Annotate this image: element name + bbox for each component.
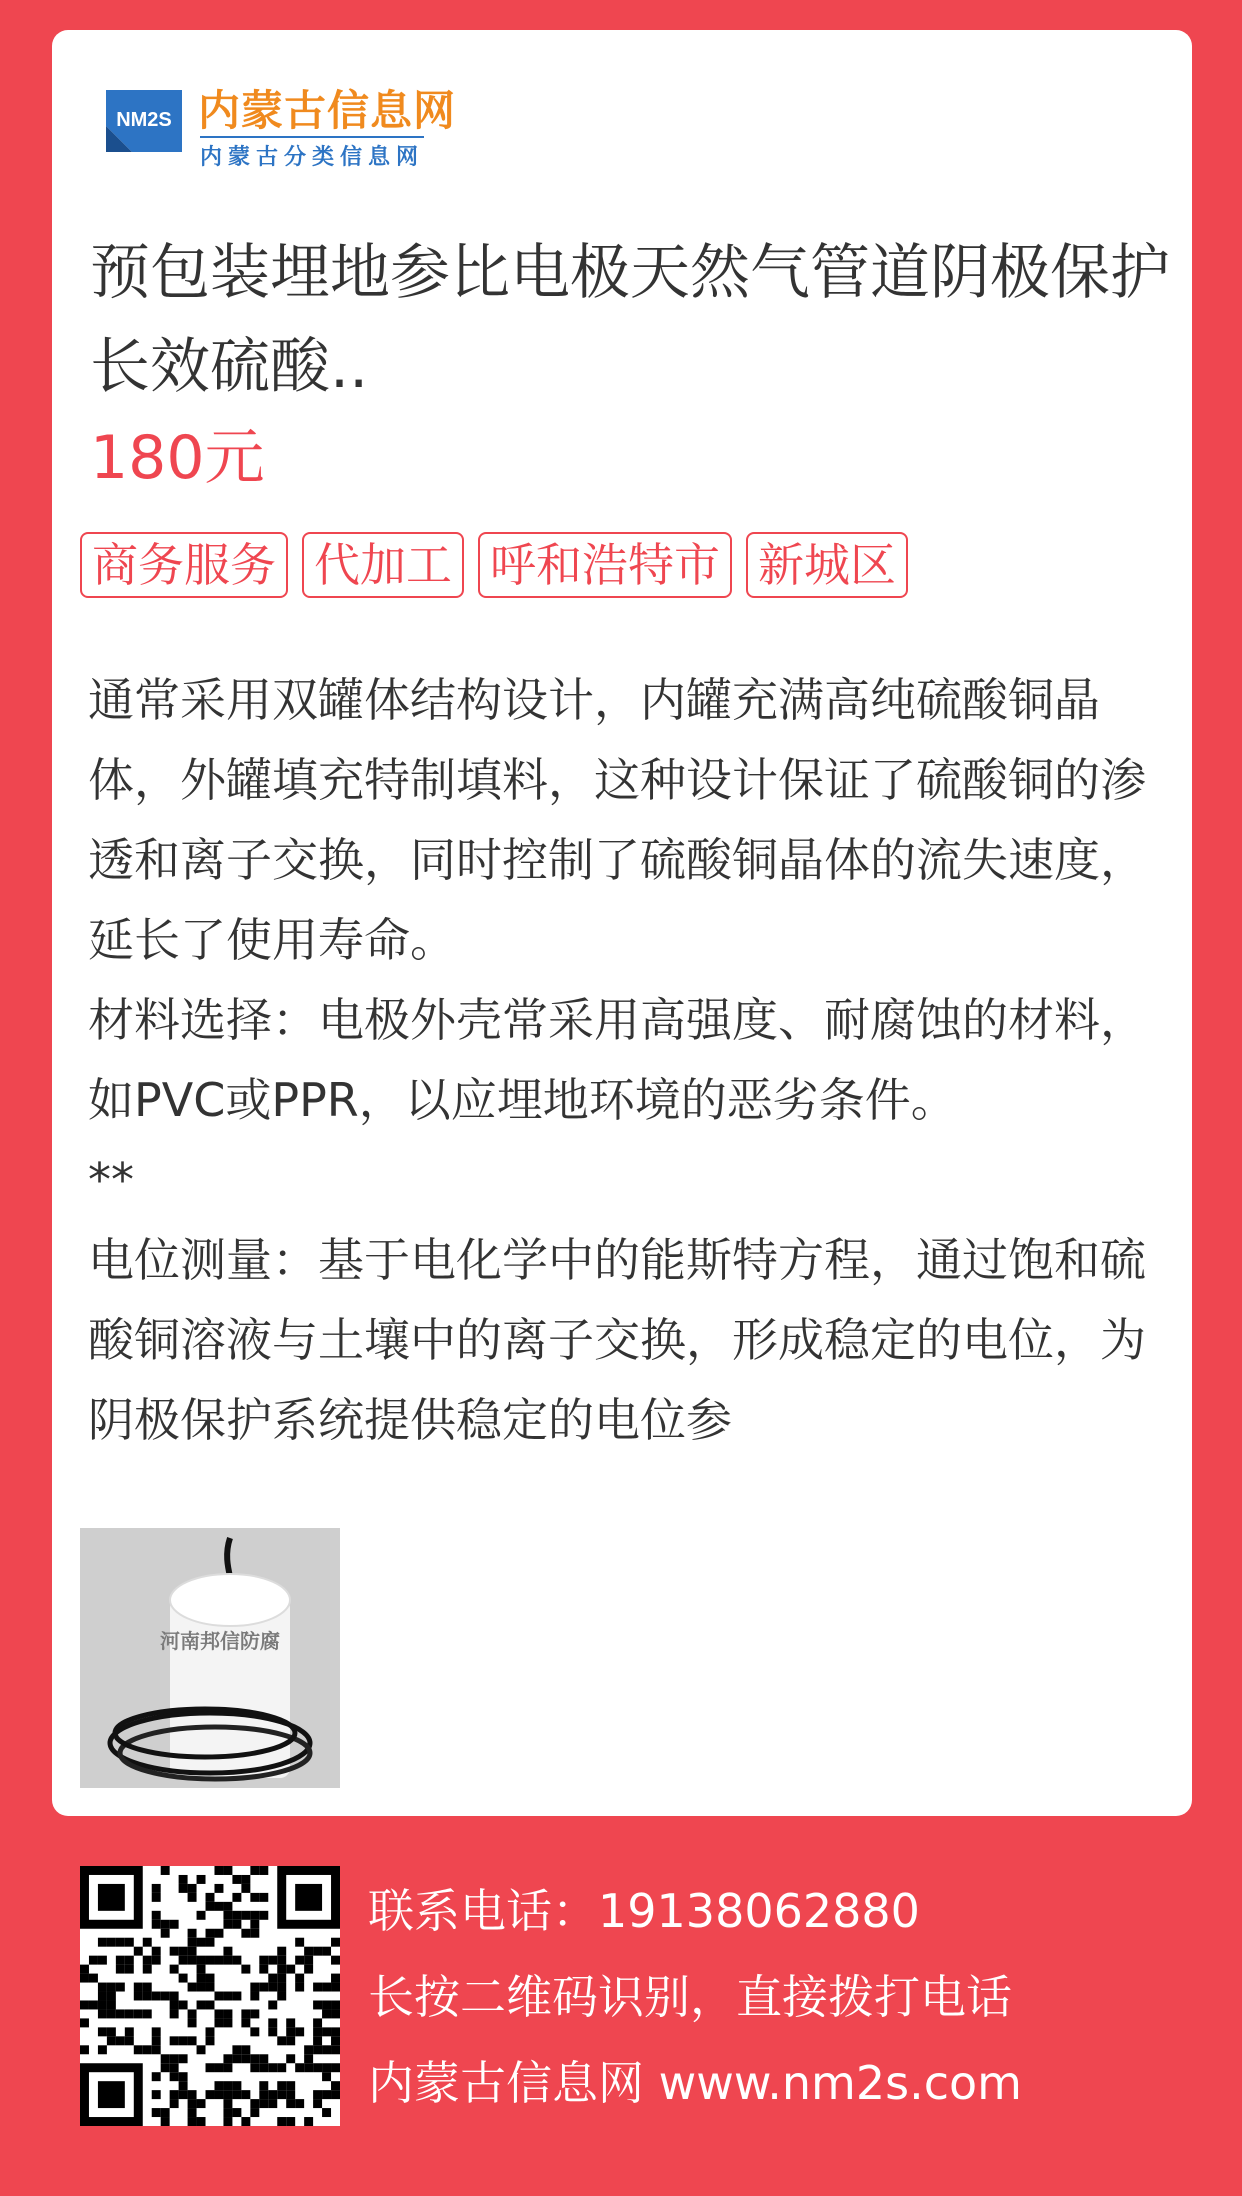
qr-code[interactable] xyxy=(80,1866,340,2126)
product-photo[interactable] xyxy=(80,1528,340,1788)
logo-badge-text: NM2S xyxy=(116,109,172,131)
description-paragraph: 通常采用双罐体结构设计，内罐充满高纯硫酸铜晶体，外罐填充特制填料，这种设计保证了硫酸铜的渗透和离子交换，同时控制了硫酸铜晶体的流失速度，延长了使用寿命。 xyxy=(88,673,1146,967)
description-paragraph: 电位测量：基于电化学中的能斯特方程，通过饱和硫酸铜溶液与土壤中的离子交换，形成稳定的电位，为阴极保护系统提供稳定的电位参 xyxy=(88,1233,1146,1447)
tag-subcategory[interactable]: 代加工 xyxy=(302,532,464,598)
tag-category[interactable]: 商务服务 xyxy=(80,532,288,598)
site-url[interactable]: 内蒙古信息网 www.nm2s.com xyxy=(368,2056,1022,2110)
tag-list xyxy=(80,532,908,598)
listing-description xyxy=(88,660,1168,1460)
logo-badge-icon xyxy=(102,86,186,156)
logo-title: 内蒙古信息网 xyxy=(198,86,457,135)
listing-card xyxy=(52,30,1192,1816)
listing-price: 180元 xyxy=(90,423,265,493)
tag-city[interactable]: 呼和浩特市 xyxy=(478,532,732,598)
photo-watermark: 河南邦信防腐 xyxy=(160,1629,280,1653)
contact-phone[interactable]: 联系电话：19138062880 xyxy=(368,1884,920,1938)
contact-info xyxy=(368,1868,1022,2126)
description-paragraph: 材料选择：电极外壳常采用高强度、耐腐蚀的材料，如PVC或PPR，以应埋地环境的恶劣条件。 xyxy=(88,993,1146,1127)
description-paragraph: ** xyxy=(88,1153,134,1207)
electrode-image xyxy=(80,1528,340,1788)
logo-subtitle: 内蒙古分类信息网 xyxy=(200,136,424,171)
qr-code-icon xyxy=(80,1866,340,2126)
listing-title: 预包装埋地参比电极天然气管道阴极保护长效硫酸.. xyxy=(90,238,1170,402)
site-logo[interactable] xyxy=(102,78,502,168)
tag-district[interactable]: 新城区 xyxy=(746,532,908,598)
qr-hint: 长按二维码识别，直接拨打电话 xyxy=(368,1970,1012,2024)
